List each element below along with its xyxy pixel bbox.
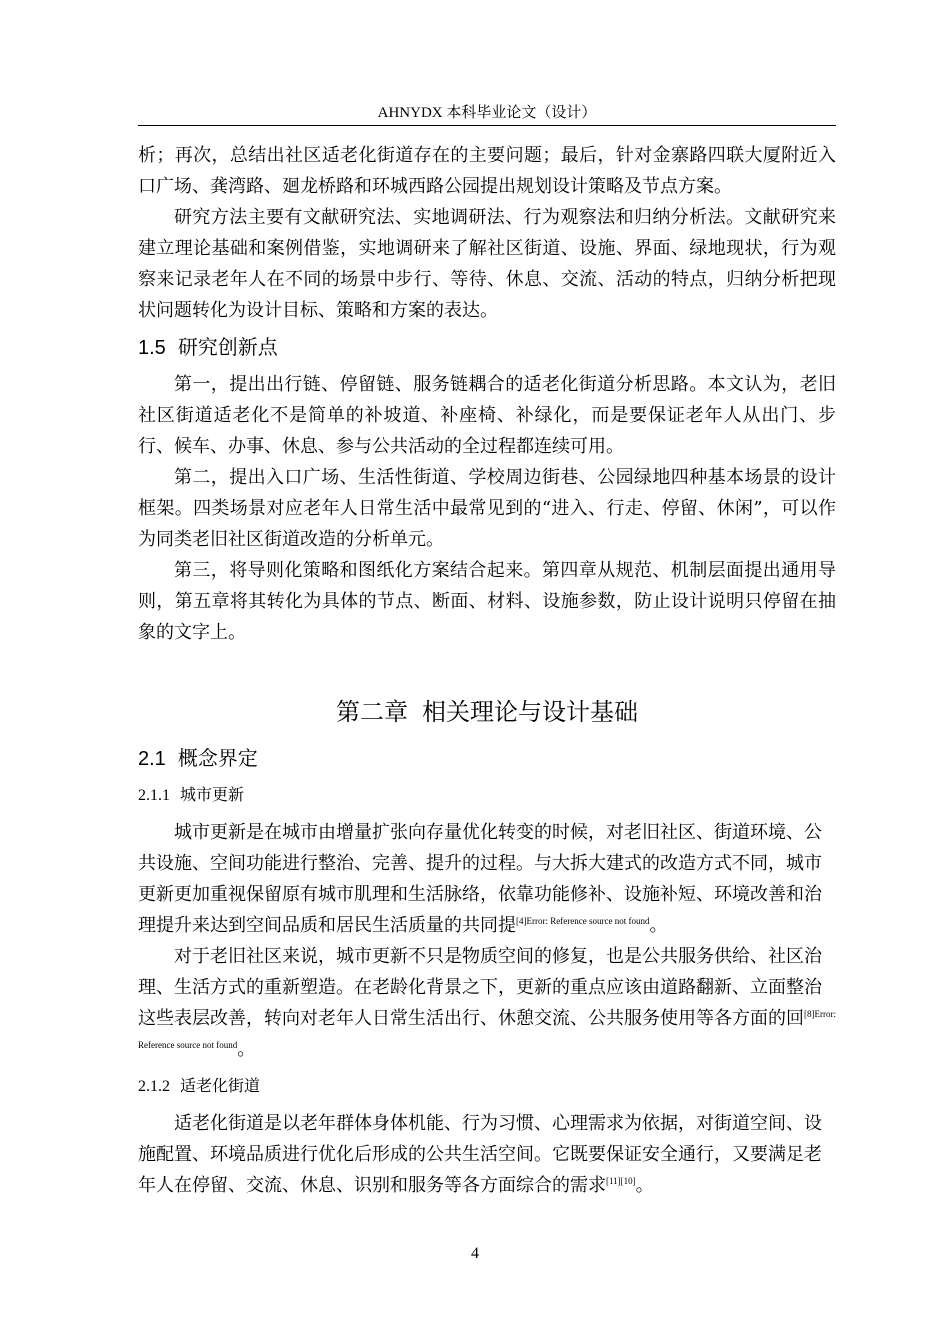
section-heading-2-1 [138,742,836,775]
section-heading-1-5 [138,331,836,364]
page-body [138,140,836,1201]
subsection-number: 2.1.2 [138,1078,170,1095]
subsection-title: 适老化街道 [180,1076,261,1095]
paragraph [138,817,836,941]
section-title: 概念界定 [177,746,258,770]
header-rule [138,125,836,126]
paragraph-text: 对于老旧社区来说，城市更新不只是物质空间的修复，也是公共服务供给、社区治理、生活方式的重新塑造。在老龄化背景之下，更新的重点应该由道路翻新、立面整治这些表层改善，转向对老年人日常生活出行、休憩交流、公共服务使用等各方面的回 [138,946,822,1029]
paragraph: 第三，将导则化策略和图纸化方案结合起来。第四章从规范、机制层面提出通用导则，第五章将其转化为具体的节点、断面、材料、设施参数，防止设计说明只停留在抽象的文字上。 [138,560,836,643]
section-number: 1.5 [138,337,166,359]
page-number: 4 [471,1245,479,1262]
subsection-title: 城市更新 [180,785,245,804]
paragraph: 析；再次，总结出社区适老化街道存在的主要问题；最后，针对金寨路四联大厦附近入口广场、龚湾路、廻龙桥路和环城西路公园提出规划设计策略及节点方案。 [138,145,836,197]
paragraph-end: 。 [649,915,668,936]
paragraph [138,1108,836,1201]
chapter-title: 相关理论与设计基础 [422,698,638,726]
paragraph-text: 城市更新是在城市由增量扩张向存量优化转变的时候，对老旧社区、街道环境、公共设施、空间功能进行整治、完善、提升的过程。与大拆大建式的改造方式不同，城市更新更加重视保留原有城市肌理和生活脉络，依靠功能修补、设施补短、环境改善和治理提升来达到空间品质和居民生活质量的共同提 [138,822,822,936]
subsection-number: 2.1.1 [138,787,170,804]
citation: [11][10] [606,1176,636,1186]
chapter-number: 第二章 [336,698,408,726]
citation: [4]Error: Reference source not found [516,916,650,926]
paragraph-end: 。 [635,1175,654,1196]
paragraph-end: 。 [237,1039,256,1060]
citation: [8]Error: Reference source not found [138,1009,836,1050]
paragraph [138,941,836,1065]
chapter-heading [138,694,836,730]
section-number: 2.1 [138,748,166,770]
section-title: 研究创新点 [177,335,278,359]
paragraph-text: 适老化街道是以老年群体身体机能、行为习惯、心理需求为依据，对街道空间、设施配置、环境品质进行优化后形成的公共生活空间。它既要保证安全通行，又要满足老年人在停留、交流、休息、识别和服务等各方面综合的需求 [138,1113,822,1196]
paragraph: 第二，提出入口广场、生活性街道、学校周边街巷、公园绿地四种基本场景的设计框架。四类场景对应老年人日常生活中最常见到的“进入、行走、停留、休闲”，可以作为同类老旧社区街道改造的分析单元。 [138,467,836,550]
subsection-heading-2-1-1 [138,780,836,811]
running-header: AHNYDX 本科毕业论文（设计） [377,105,597,121]
paragraph: 研究方法主要有文献研究法、实地调研法、行为观察法和归纳分析法。文献研究来建立理论基础和案例借鉴，实地调研来了解社区街道、设施、界面、绿地现状，行为观察来记录老年人在不同的场景中步行、等待、休息、交流、活动的特点，归纳分析把现状问题转化为设计目标、策略和方案的表达。 [138,207,836,321]
subsection-heading-2-1-2 [138,1071,836,1102]
paragraph: 第一，提出出行链、停留链、服务链耦合的适老化街道分析思路。本文认为，老旧社区街道适老化不是简单的补坡道、补座椅、补绿化，而是要保证老年人从出门、步行、候车、办事、休息、参与公共活动的全过程都连续可用。 [138,374,836,457]
